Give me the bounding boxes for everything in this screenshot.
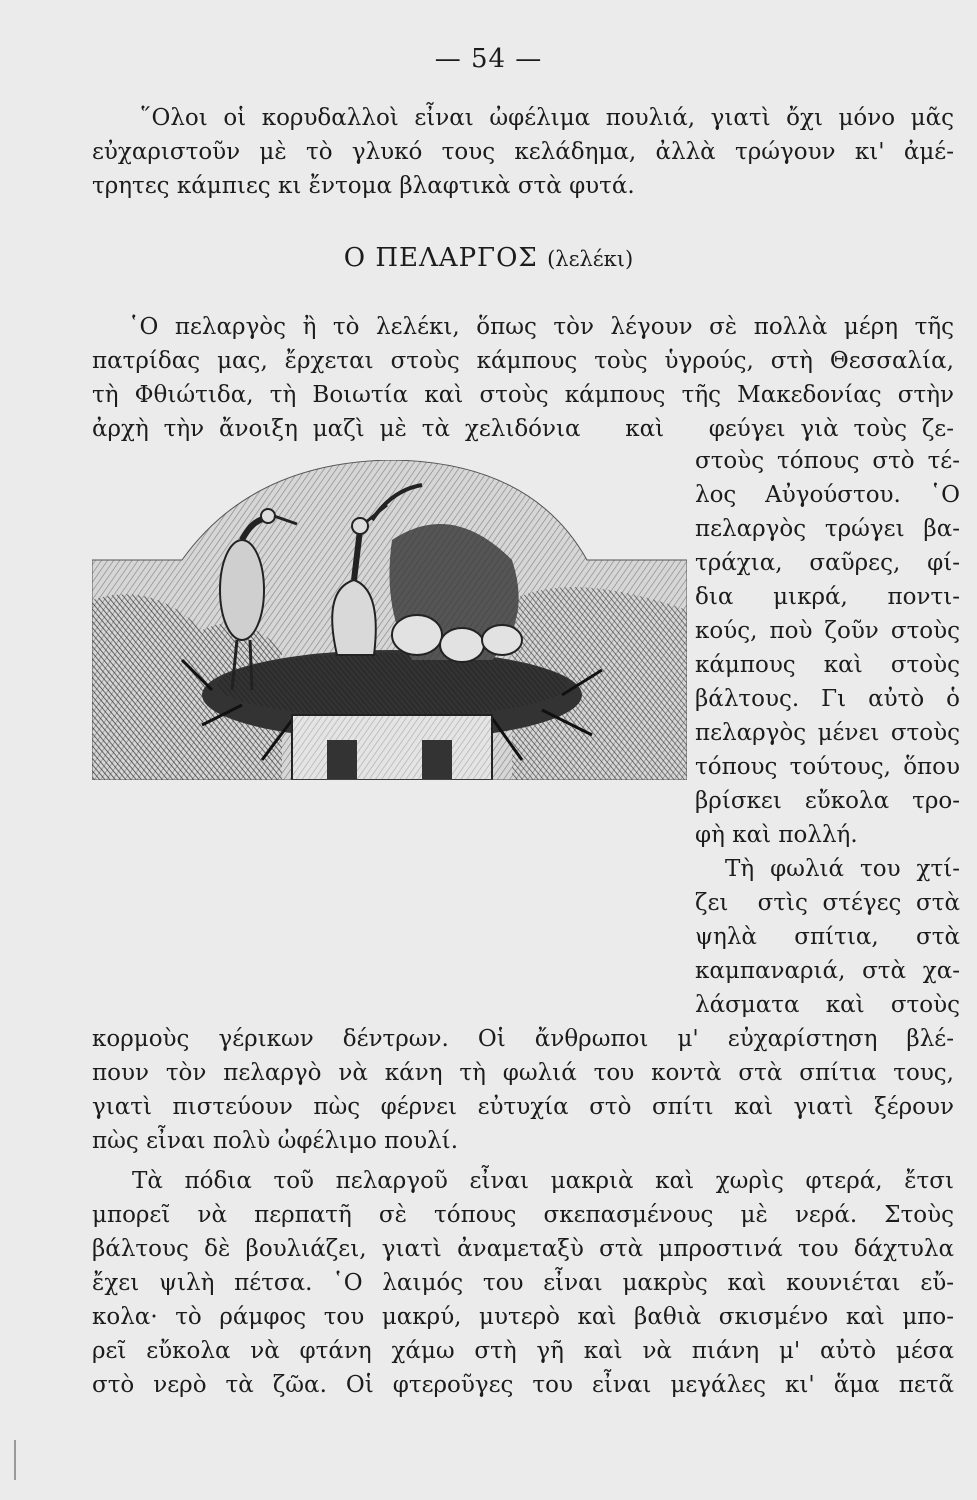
text-line: φὴ καὶ πολλή. <box>695 822 858 848</box>
text-line: βάλτους δὲ βουλιάζει, γιατὶ ἀναμεταξὺ στὰ μπροστινά του δάχτυλα <box>92 1236 954 1262</box>
text-line: ρεῖ εὔκολα νὰ φτάνη χάμω στὴ γῆ καὶ νὰ πιάνη μ' αὐτὸ μέσα <box>92 1338 954 1364</box>
text-line: ἔχει ψιλὴ πέτσα. ῾Ο λαιμός του εἶναι μακρὺς καὶ κουνιέται εὔ- <box>92 1270 954 1296</box>
title-sub: (λελέκι) <box>547 247 634 271</box>
text-line: Τὴ φωλιά του χτί- <box>725 856 960 882</box>
text-line: τὴ Φθιώτιδα, τὴ Βοιωτία καὶ στοὺς κάμπους τῆς Μακεδονίας στὴν <box>92 382 954 408</box>
text-line: ῾Ο πελαργὸς ἢ τὸ λελέκι, ὅπως τὸν λέγουν σὲ πολλὰ μέρη τῆς <box>128 314 954 340</box>
text-line: τράχια, σαῦρες, φί- <box>695 550 960 576</box>
text-line: τρητες κάμπιες κι ἔντομα βλαφτικὰ στὰ φυτά. <box>92 173 635 199</box>
text-line: ῞Ολοι οἱ κορυδαλλοὶ εἶναι ὠφέλιμα πουλιά, γιατὶ ὄχι μόνο μᾶς <box>140 105 954 131</box>
text-line: κολα· τὸ ράμφος του μακρύ, μυτερὸ καὶ βαθιὰ σκισμένο καὶ μπο- <box>92 1304 954 1330</box>
text-line: τόπους τούτους, ὅπου <box>695 754 960 780</box>
text-line: Τὰ πόδια τοῦ πελαργοῦ εἶναι μακριὰ καὶ χωρὶς φτερά, ἔτσι <box>132 1168 954 1194</box>
text-line: πουν τὸν πελαργὸ νὰ κάνη τὴ φωλιά του κοντὰ στὰ σπίτια τους, <box>92 1060 954 1086</box>
text-line: ἀρχὴ τὴν ἄνοιξη μαζὶ μὲ τὰ χελιδόνια καὶ φεύγει γιὰ τοὺς ζε- <box>92 416 954 442</box>
text-line: καμπαναριά, στὰ χα- <box>695 958 960 984</box>
text-line: πατρίδας μας, ἔρχεται στοὺς κάμπους τοὺς ὑγρούς, στὴ Θεσσαλία, <box>92 348 954 374</box>
text-line: κάμπους καὶ στοὺς <box>695 652 960 678</box>
text-line: γιατὶ πιστεύουν πὼς φέρνει εὐτυχία στὸ σπίτι καὶ γιατὶ ξέρουν <box>92 1094 954 1120</box>
page-number: — 54 — <box>434 44 543 74</box>
stork-nest-illustration <box>92 460 687 780</box>
text-line: πελαργὸς μένει στοὺς <box>695 720 960 746</box>
text-line: μπορεῖ νὰ περπατῆ σὲ τόπους σκεπασμένους μὲ νερά. Στοὺς <box>92 1202 954 1228</box>
text-line: κορμοὺς γέρικων δέντρων. Οἱ ἄνθρωποι μ' εὐχαρίστηση βλέ- <box>92 1026 954 1052</box>
text-line: πὼς εἶναι πολὺ ὠφέλιμο πουλί. <box>92 1128 459 1154</box>
section-title <box>0 243 977 273</box>
title-main: Ο ΠΕΛΑΡΓΟΣ <box>343 243 538 273</box>
text-line: βρίσκει εὔκολα τρο- <box>695 788 960 814</box>
text-line: ψηλὰ σπίτια, στὰ <box>695 924 960 950</box>
text-line: στὸ νερὸ τὰ ζῶα. Οἱ φτεροῦγες του εἶναι μεγάλες κι' ἅμα πετᾶ <box>92 1372 954 1398</box>
text-line: στοὺς τόπους στὸ τέ- <box>695 448 960 474</box>
text-line: εὐχαριστοῦν μὲ τὸ γλυκό τους κελάδημα, ἀλλὰ τρώγουν κι' ἀμέ- <box>92 139 954 165</box>
page-edge-mark <box>14 1440 16 1480</box>
text-line: κούς, ποὺ ζοῦν στοὺς <box>695 618 960 644</box>
text-line: βάλτους. Γι αὐτὸ ὁ <box>695 686 960 712</box>
text-line: λάσματα καὶ στοὺς <box>695 992 960 1018</box>
text-line: λος Αὐγούστου. ῾Ο <box>695 482 960 508</box>
text-line: ζει στὶς στέγες στὰ <box>695 890 960 916</box>
text-line: πελαργὸς τρώγει βα- <box>695 516 960 542</box>
text-line: δια μικρά, ποντι- <box>695 584 960 610</box>
